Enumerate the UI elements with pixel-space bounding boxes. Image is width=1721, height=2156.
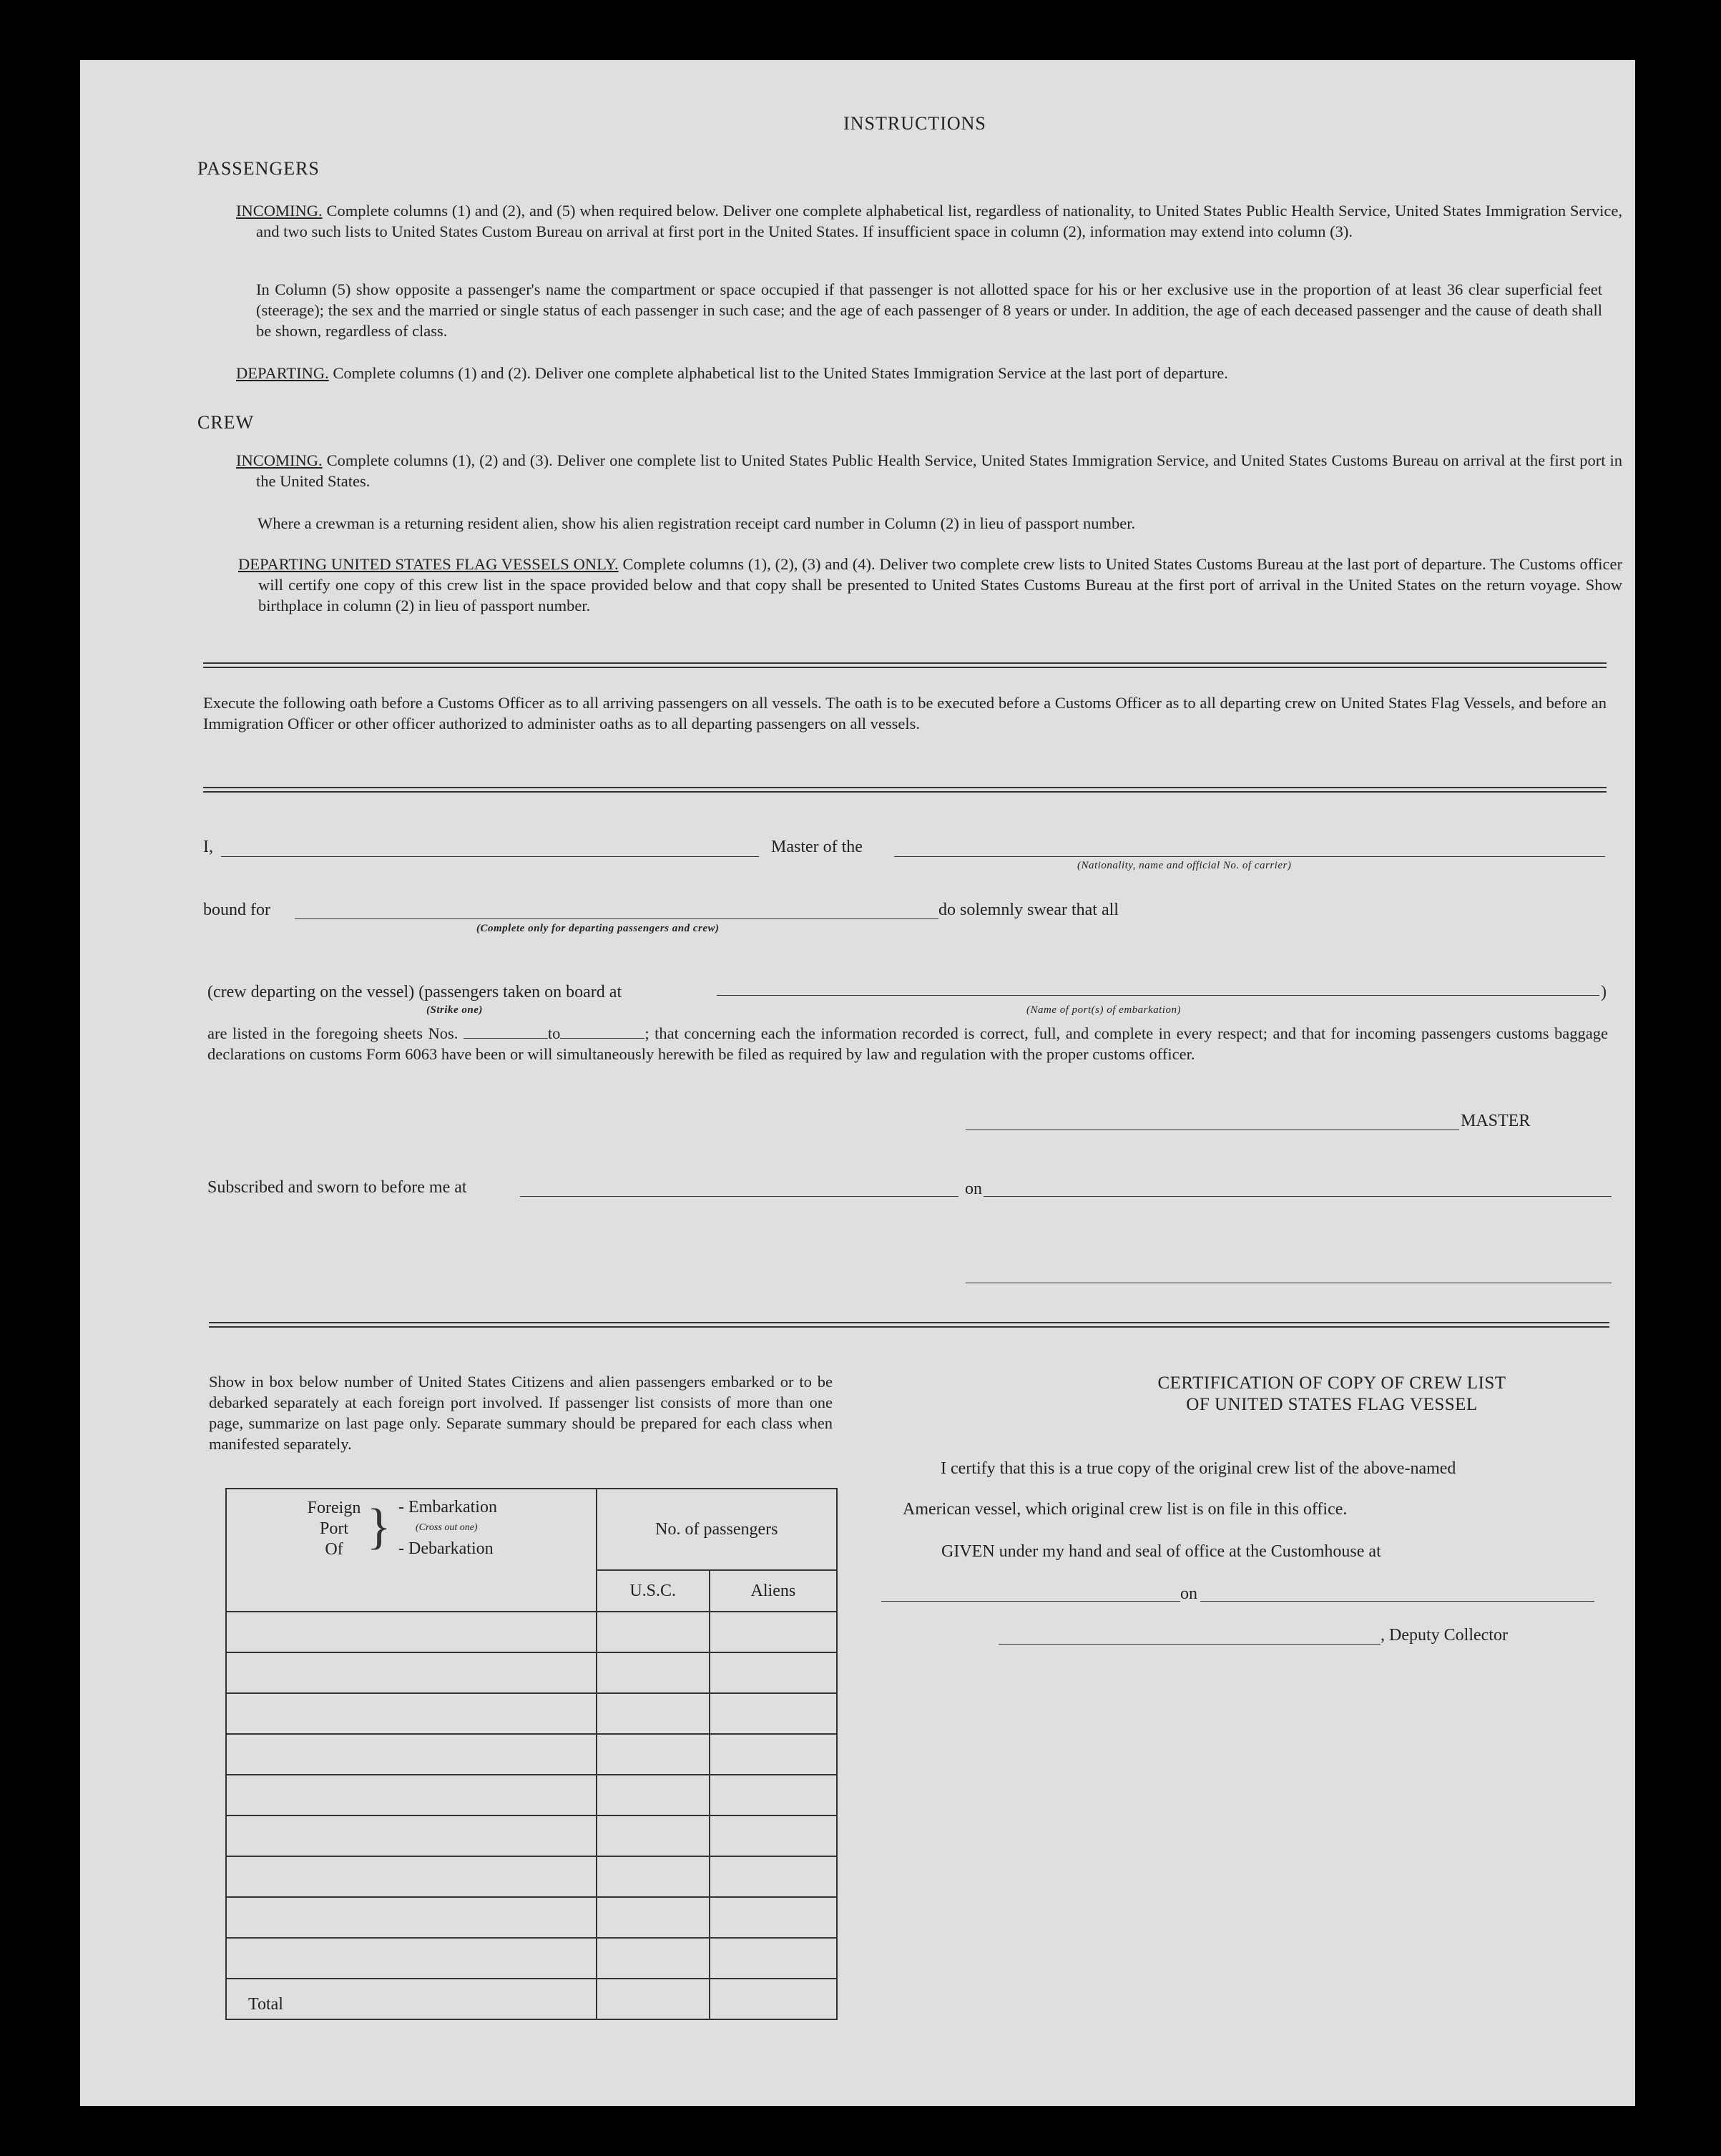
passenger-summary-table <box>225 1488 838 2020</box>
listed-paragraph <box>207 1023 1608 1064</box>
crew-departing-label: DEPARTING UNITED STATES FLAG VESSELS ONLY. <box>238 555 619 573</box>
passengers-incoming-text: Complete columns (1) and (2), and (5) when required below. Deliver one complete alphabetical list, regardless of nationality, to United States Public Health Service, United States Immigration Service, and two such lists to United States Custom Bureau on arrival at first port in the United States. If insufficient space in column (2), information may extend into column (3). <box>256 202 1623 240</box>
summary-instruction: Show in box below number of United States Citizens and alien passengers embarked or to be debarked separately at each foreign port involved. If passenger list consists of more than one page, summarize on last page only. Separate summary should be prepared for each class when manifested separately. <box>209 1373 833 1453</box>
sheet-to-field[interactable] <box>560 1026 644 1039</box>
table-row <box>226 1856 837 1897</box>
foreign-port-of-label <box>304 1498 364 1560</box>
embarkation-ports-field[interactable] <box>717 995 1599 996</box>
listed-prefix: are listed in the foregoing sheets Nos. <box>207 1024 459 1042</box>
aliens-cell[interactable] <box>710 1612 837 1652</box>
certification-date-field[interactable] <box>1200 1601 1594 1602</box>
vessel-name-field[interactable] <box>894 856 1605 857</box>
aliens-cell[interactable] <box>710 1938 837 1979</box>
port-cell[interactable] <box>226 1938 597 1979</box>
table-row <box>226 1734 837 1775</box>
passengers-incoming-label: INCOMING. <box>236 202 323 220</box>
usc-cell[interactable] <box>597 1816 710 1856</box>
aliens-cell[interactable] <box>710 1775 837 1816</box>
ports-caption: (Name of port(s) of embarkation) <box>1026 1004 1181 1016</box>
port-cell[interactable] <box>226 1816 597 1856</box>
master-of-label: Master of the <box>771 838 863 856</box>
deputy-signature-field[interactable] <box>999 1644 1381 1645</box>
certification-title-line2: OF UNITED STATES FLAG VESSEL <box>1186 1395 1478 1414</box>
usc-cell[interactable] <box>597 1856 710 1897</box>
master-name-field[interactable] <box>221 856 759 857</box>
close-paren: ) <box>1601 983 1607 1001</box>
sworn-on-label: on <box>965 1180 982 1198</box>
certification-title-line1: CERTIFICATION OF COPY OF CREW LIST <box>1157 1373 1506 1393</box>
usc-cell[interactable] <box>597 1897 710 1938</box>
passengers-departing-label: DEPARTING. <box>236 364 329 382</box>
section-divider <box>203 787 1607 793</box>
section-divider <box>203 662 1607 668</box>
usc-cell[interactable] <box>597 1938 710 1979</box>
table-row <box>226 1775 837 1816</box>
passengers-column5-paragraph: In Column (5) show opposite a passenger's name the compartment or space occupied if that passenger is not allotted space for his or her exclusive use in the proportion of at least 36 clear superficial feet (steerage); the sex and the married or single status of each passenger in such case; and the age of each passenger of 8 years or under. In addition, the age of each deceased passenger and the cause of death shall be shown, regardless of class. <box>256 280 1602 340</box>
passengers-departing-text: Complete columns (1) and (2). Deliver one complete alphabetical list to the United States Immigration Service at the last port of departure. <box>333 364 1228 382</box>
strike-one-caption: (Strike one) <box>426 1004 483 1016</box>
usc-cell[interactable] <box>597 1612 710 1652</box>
port-cell[interactable] <box>226 1856 597 1897</box>
certification-line1: I certify that this is a true copy of the original crew list of the above-named <box>941 1459 1456 1478</box>
port-cell[interactable] <box>226 1897 597 1938</box>
port-word: Port <box>319 1519 348 1538</box>
master-label: MASTER <box>1461 1112 1531 1130</box>
passengers-heading: PASSENGERS <box>197 158 320 179</box>
oath-instruction: Execute the following oath before a Customs Officer as to all arriving passengers on all vessels. The oath is to be executed before a Customs Officer as to all departing crew on United States Flag Vessels, and before an Immigration Officer or other officer authorized to administer oaths as to all departing passengers on all vessels. <box>203 694 1607 732</box>
strike-one-text: (crew departing on the vessel) (passengers taken on board at <box>207 983 622 1001</box>
port-cell[interactable] <box>226 1652 597 1693</box>
brace-glyph: } <box>367 1499 391 1554</box>
crew-incoming-paragraph <box>236 450 1622 491</box>
port-cell[interactable] <box>226 1775 597 1816</box>
crew-heading: CREW <box>197 412 255 433</box>
usc-total-cell[interactable] <box>597 1979 710 2019</box>
table-row <box>226 1897 837 1938</box>
crew-departing-text: Complete columns (1), (2), (3) and (4). Deliver two complete crew lists to United States Customs Bureau at the last port of departure. The Customs officer will certify one copy of this crew list in the space provided below and that copy shall be presented to United States Customs Bureau at the first port of arrival in the United States on the return voyage. Show birthplace in column (2) in lieu of passport number. <box>258 555 1623 614</box>
section-divider <box>209 1322 1609 1328</box>
certification-title <box>1010 1373 1654 1416</box>
passengers-departing-paragraph <box>236 363 1602 383</box>
table-row <box>226 1612 837 1652</box>
sworn-date-field[interactable] <box>984 1196 1612 1197</box>
table-row <box>226 1938 837 1979</box>
usc-cell[interactable] <box>597 1775 710 1816</box>
customhouse-field[interactable] <box>881 1601 1180 1602</box>
port-header-cell <box>226 1489 597 1612</box>
port-cell[interactable] <box>226 1734 597 1775</box>
crew-incoming-label: INCOMING. <box>236 451 323 469</box>
listed-to: to <box>547 1024 561 1042</box>
total-row <box>226 1979 837 2019</box>
embarkation-label: - Embarkation <box>398 1498 497 1516</box>
crew-resident-paragraph: Where a crewman is a returning resident alien, show his alien registration receipt card number in Column (2) in lieu of passport number. <box>258 514 1136 532</box>
nationality-caption: (Nationality, name and official No. of carrier) <box>1077 860 1292 871</box>
total-label: Total <box>226 1979 597 2019</box>
usc-cell[interactable] <box>597 1652 710 1693</box>
usc-cell[interactable] <box>597 1693 710 1734</box>
table-row <box>226 1693 837 1734</box>
crew-departing-paragraph <box>238 554 1622 616</box>
bound-for-caption: (Complete only for departing passengers and crew) <box>476 923 720 934</box>
usc-cell[interactable] <box>597 1734 710 1775</box>
bound-for-label: bound for <box>203 901 270 919</box>
subscribed-label: Subscribed and sworn to before me at <box>207 1178 467 1197</box>
sworn-place-field[interactable] <box>520 1196 958 1197</box>
usc-header: U.S.C. <box>597 1570 710 1612</box>
aliens-cell[interactable] <box>710 1897 837 1938</box>
listed-rest: ; that concerning each the information recorded is correct, full, and complete in every respect; and that for incoming passengers customs baggage declarations on customs Form 6063 have been or will simultaneously herewith be filed as required by law and regulation with the proper customs officer. <box>207 1024 1608 1063</box>
oath-i-label: I, <box>203 838 213 856</box>
certification-line3: GIVEN under my hand and seal of office at the Customhouse at <box>941 1542 1381 1561</box>
passengers-incoming-paragraph <box>236 200 1622 242</box>
certification-line2: American vessel, which original crew list is on file in this office. <box>903 1500 1348 1519</box>
sheet-from-field[interactable] <box>464 1026 548 1039</box>
debarkation-label: - Debarkation <box>398 1539 494 1558</box>
of-word: Of <box>325 1540 343 1559</box>
aliens-header: Aliens <box>710 1570 837 1612</box>
bound-for-field[interactable] <box>295 918 938 919</box>
form-page <box>80 60 1635 2106</box>
deputy-collector-label: , Deputy Collector <box>1381 1626 1508 1645</box>
page-title: INSTRUCTIONS <box>843 113 986 134</box>
aliens-cell[interactable] <box>710 1693 837 1734</box>
aliens-cell[interactable] <box>710 1652 837 1693</box>
aliens-cell[interactable] <box>710 1734 837 1775</box>
crew-incoming-text: Complete columns (1), (2) and (3). Deliver one complete list to United States Public Health Service, United States Immigration Service, and United States Customs Bureau on arrival at the first port in the United States. <box>256 451 1623 490</box>
aliens-total-cell[interactable] <box>710 1979 837 2019</box>
aliens-cell[interactable] <box>710 1816 837 1856</box>
port-cell[interactable] <box>226 1693 597 1734</box>
no-passengers-header: No. of passengers <box>597 1489 837 1570</box>
swear-text: do solemnly swear that all <box>938 901 1119 919</box>
table-row <box>226 1652 837 1693</box>
table-row <box>226 1816 837 1856</box>
port-cell[interactable] <box>226 1612 597 1652</box>
cross-out-label: (Cross out one) <box>416 1522 478 1533</box>
certification-on-label: on <box>1180 1584 1197 1603</box>
aliens-cell[interactable] <box>710 1856 837 1897</box>
foreign-word: Foreign <box>307 1499 361 1517</box>
